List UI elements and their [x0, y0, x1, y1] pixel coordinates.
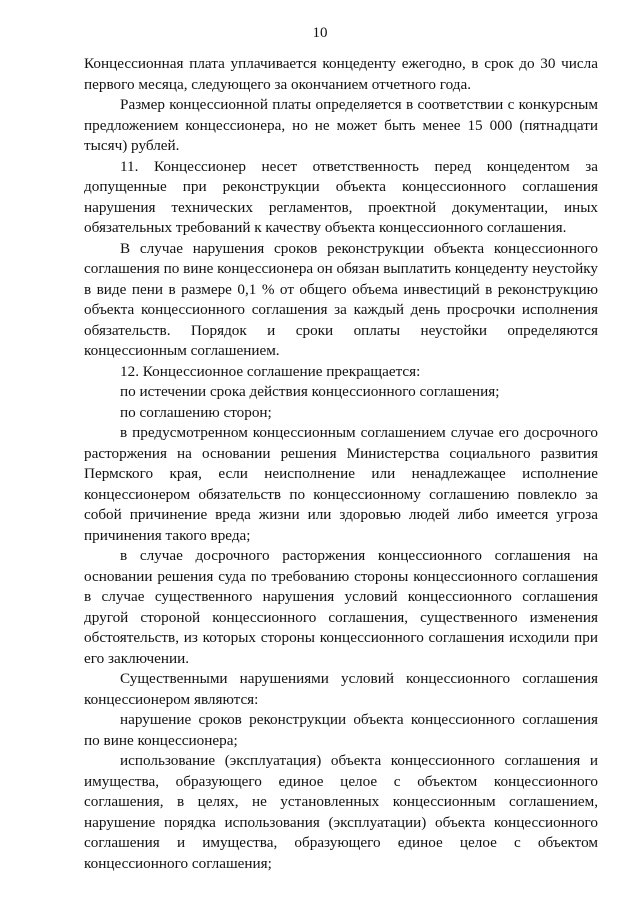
paragraph-payment-amount: Размер концессионной платы определяется в соответствии с конкурсным предложением концессионера, но не может быть менее 15 000 (пятнадцати тысяч) рублей. [84, 96, 598, 154]
paragraph-mutual-agreement: по соглашению сторон; [120, 403, 272, 421]
page-number: 10 [312, 25, 328, 41]
paragraph-breach-usage: использование (эксплуатация) объекта концессионного соглашения и имущества, образующего единое целое с объектом концессионного соглашения, в целях, не установленных концессионным соглашением, нарушение порядка использования (эксплуатации) объекта концессионного соглашения и имущества, образующего единое целое с объектом концессионного соглашения; [84, 752, 598, 872]
paragraph-penalty: В случае нарушения сроков реконструкции объекта концессионного соглашения по вине концессионера он обязан выплатить концеденту неустойку в виде пени в размере 0,1 % от общего объема инвестиций в реконструкцию объекта концессионного соглашения за каждый день просрочки исполнения обязательств. Порядок и сроки оплаты неустойки определяются концессионным соглашением. [84, 239, 598, 359]
paragraph-court-termination: в случае досрочного расторжения концессионного соглашения на основании решения суда по требованию стороны концессионного соглашения в случае существенного нарушения условий концессионного соглашения другой стороной концессионного соглашения, существенного изменения обстоятельств, из которых стороны концессионного соглашения исходили при его заключении. [84, 547, 598, 667]
paragraph-clause-11: 11. Концессионер несет ответственность перед концедентом за допущенные при реконструкции объекта концессионного соглашения нарушения технических регламентов, проектной документации, иных обязательных требований к качеству объекта концессионного соглашения. [84, 157, 598, 236]
paragraph-term-expiry: по истечении срока действия концессионного соглашения; [120, 383, 500, 400]
paragraph-material-breaches: Существенными нарушениями условий концессионного соглашения концессионером являются: [84, 670, 598, 708]
paragraph-breach-deadlines: нарушение сроков реконструкции объекта концессионного соглашения по вине концессионера; [84, 711, 598, 749]
paragraph-payment-deadline: Концессионная плата уплачивается концеденту ежегодно, в срок до 30 числа первого месяца, следующего за окончанием отчетного года. [84, 55, 598, 93]
paragraph-clause-12: 12. Концессионное соглашение прекращается: [120, 362, 421, 380]
document-body [84, 54, 598, 874]
paragraph-ministry-termination: в предусмотренном концессионным соглашением случае его досрочного расторжения на основании решения Министерства социального развития Пермского края, если неисполнение или ненадлежащее исполнение концессионером обязательств по концессионному соглашению повлекло за собой причинение вреда жизни или здоровью людей либо имеется угроза причинения такого вреда; [84, 424, 598, 544]
